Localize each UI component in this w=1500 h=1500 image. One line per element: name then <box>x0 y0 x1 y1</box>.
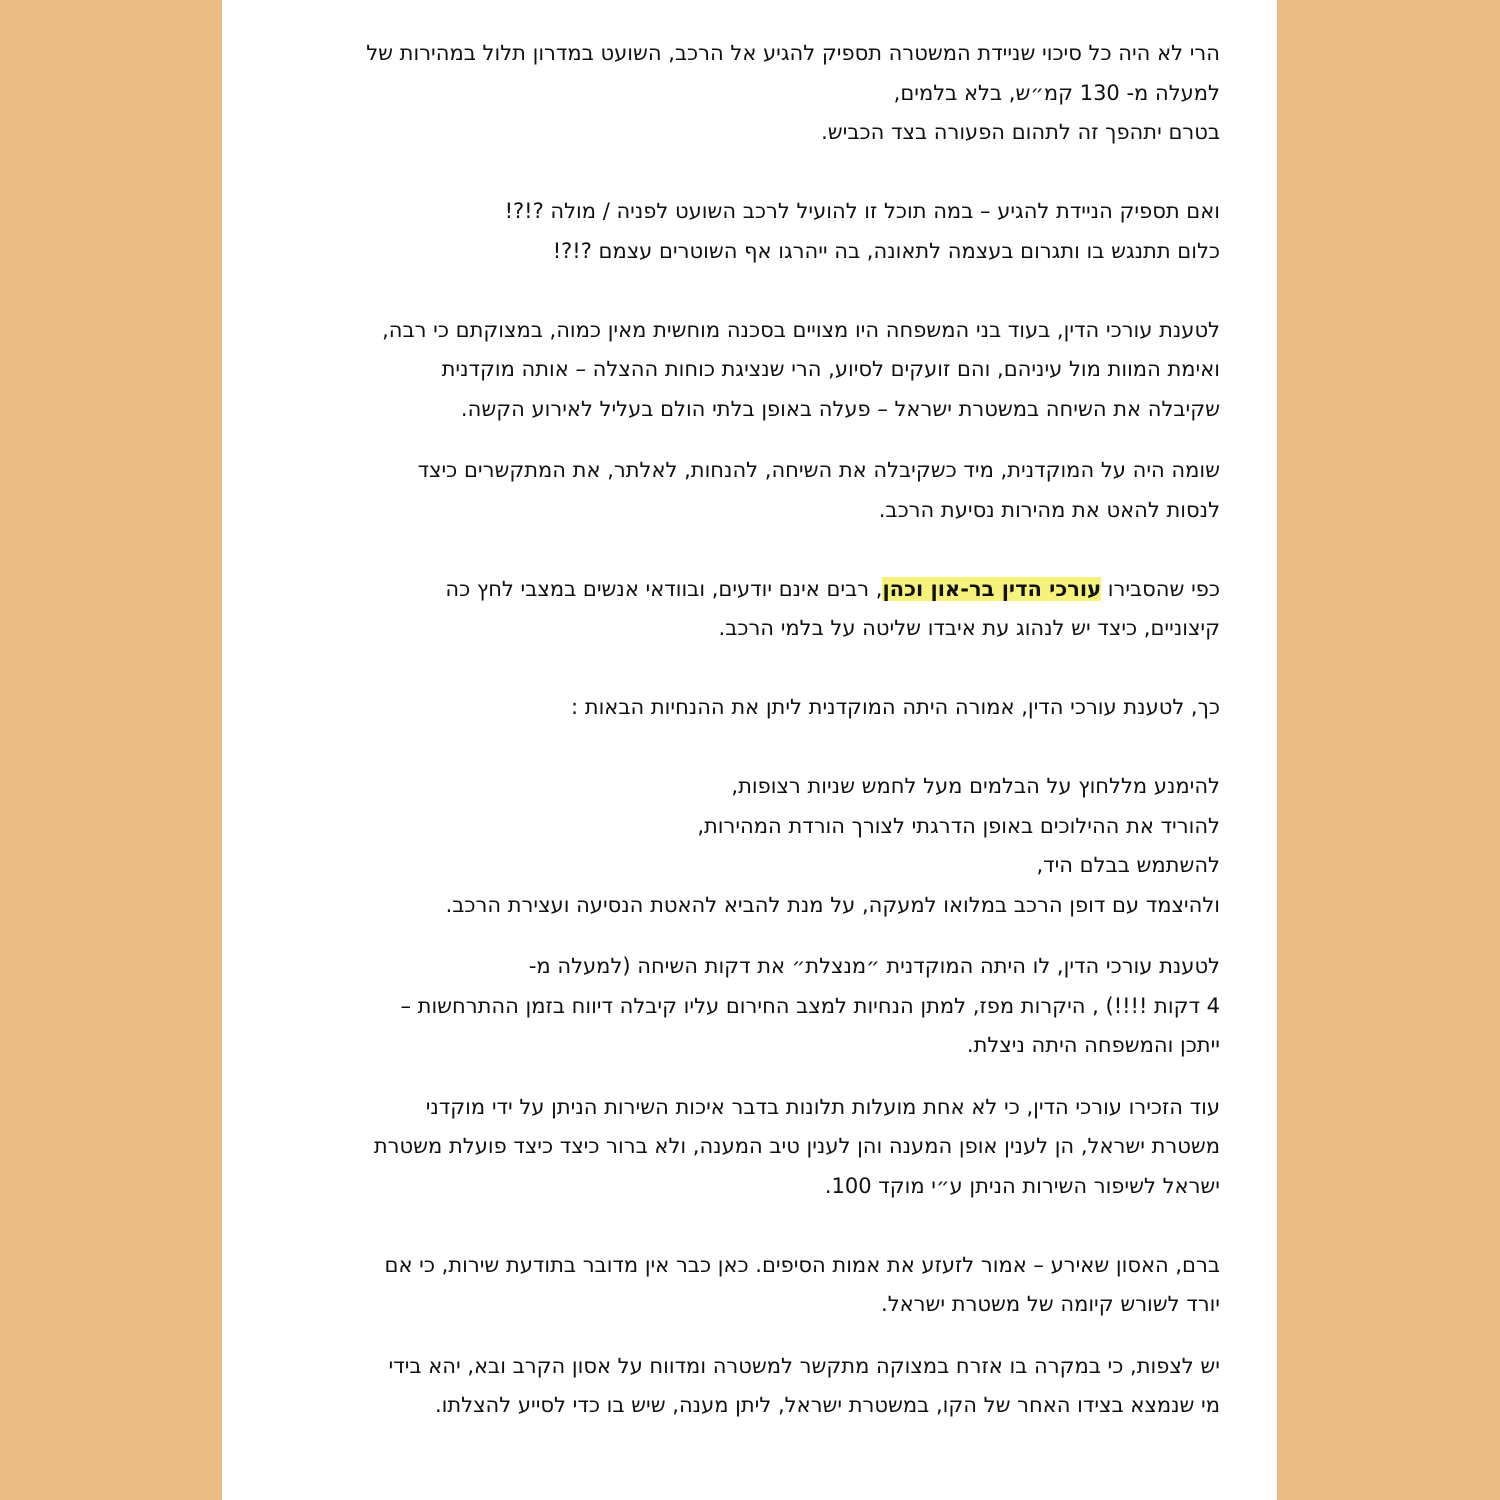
spacer <box>282 153 1220 193</box>
paragraph-5-line-1 <box>282 570 1220 610</box>
spacer <box>282 925 1220 947</box>
document-body <box>282 34 1220 1426</box>
paragraph-1-line-2: למעלה מ- 130 קמ״ש, בלא בלמים, <box>893 80 1220 105</box>
spacer <box>282 271 1220 311</box>
spacer <box>282 530 1220 570</box>
paragraph-9-line-3: ישראל לשיפור השירות הניתן ע״י מוקד 100. <box>824 1173 1220 1198</box>
paragraph-6-line-1: כך, לטענת עורכי הדין, אמורה היתה המוקדנית ליתן את ההנחיות הבאות : <box>571 695 1220 719</box>
paragraph-1-line-1: הרי לא היה כל סיכוי שניידת המשטרה תספיק להגיע אל הרכב, השועט במדרון תלול במהירות של <box>366 41 1220 65</box>
paragraph-3-line-3: שקיבלה את השיחה במשטרת ישראל – פעלה באופן בלתי הולם בעליל לאירוע הקשה. <box>460 396 1220 421</box>
document-page <box>222 0 1277 1500</box>
instruction-line-1: להימנע מללחוץ על הבלמים מעל לחמש שניות רצופות, <box>731 774 1220 798</box>
spacer <box>282 728 1220 768</box>
paragraph-8-line-3: ייתכן והמשפחה היתה ניצלת. <box>966 1033 1220 1057</box>
paragraph-2-line-1: ואם תספיק הניידת להגיע – במה תוכל זו להועיל לרכב השועט לפניה / מולה ?!?! <box>504 199 1220 223</box>
paragraph-1-line-3: בטרם יתהפך זה לתהום הפעורה בצד הכביש. <box>821 120 1220 144</box>
instruction-line-4: ולהיצמד עם דופן הרכב במלואו למעקה, על מנת להביא להאטת הנסיעה ועצירת הרכב. <box>445 892 1220 917</box>
paragraph-3-line-1: לטענת עורכי הדין, בעוד בני המשפחה היו מצויים בסכנה מוחשית מאין כמוה, במצוקתם כי רבה, <box>382 317 1220 342</box>
paragraph-10-line-2: יורד לשורש קיומה של משטרת ישראל. <box>881 1292 1220 1316</box>
spacer <box>282 1066 1220 1088</box>
paragraph-4-line-2: לנסות להאט את מהירות נסיעת הרכב. <box>878 497 1220 522</box>
paragraph-5-line-2: קיצוניים, כיצד יש לנהוג עת איבדו שליטה על בלמי הרכב. <box>718 616 1220 640</box>
spacer <box>282 1206 1220 1246</box>
paragraph-5-text-before: כפי שהסבירו <box>1101 576 1220 601</box>
paragraph-4-line-1: שומה היה על המוקדנית, מיד כשקיבלה את השיחה, להנחות, לאלתר, את המתקשרים כיצד <box>417 458 1220 482</box>
paragraph-11-line-1: יש לצפות, כי במקרה בו אזרח במצוקה מתקשר למשטרה ומדווח על אסון הקרב ובא, יהא בידי <box>388 1353 1220 1378</box>
paragraph-8-line-1: לטענת עורכי הדין, לו היתה המוקדנית ״מנצלת״ את דקות השיחה (למעלה מ- <box>528 954 1220 978</box>
instruction-line-3: להשתמש בבלם היד, <box>1036 853 1220 877</box>
paragraph-10-line-1: ברם, האסון שאירע – אמור לזעזע את אמות הסיפים. כאן כבר אין מדובר בתודעת שירות, כי אם <box>384 1252 1220 1277</box>
paragraph-3-line-2: ואימת המוות מול עיניהם, והם זועקים לסיוע, הרי שנציגת כוחות ההצלה – אותה מוקדנית <box>441 357 1220 381</box>
paragraph-9-line-2: משטרת ישראל, הן לענין אופן המענה והן לענין טיב המענה, ולא ברור כיצד כיצד פועלת משטרת <box>373 1134 1220 1158</box>
spacer <box>282 429 1220 451</box>
instruction-line-2: להוריד את ההילוכים באופן הדרגתי לצורך הורדת המהירות, <box>697 813 1220 838</box>
paragraph-5-text-after: , רבים אינם יודעים, ובוודאי אנשים במצבי לחץ כה <box>445 576 883 601</box>
paragraph-2-line-2: כלום תתנגש בו ותגרום בעצמה לתאונה, בה ייהרגו אף השוטרים עצמם ?!?! <box>552 238 1220 263</box>
paragraph-9-line-1: עוד הזכירו עורכי הדין, כי לא אחת מועלות תלונות בדבר איכות השירות הניתן על ידי מוקדני <box>425 1094 1220 1119</box>
highlighted-lawyers-names: עורכי הדין בר-און וכהן <box>882 576 1102 601</box>
paragraph-11-line-2: מי שנמצא בצידו האחר של הקו, במשטרת ישראל, ליתן מענה, שיש בו כדי לסייע להצלתו. <box>434 1393 1220 1417</box>
spacer <box>282 1325 1220 1347</box>
spacer <box>282 649 1220 689</box>
paragraph-8-line-2: 4 דקות !!!!) , היקרות מפז, למתן הנחיות למצב החירום עליו קיבלה דיווח בזמן ההתרחשות – <box>400 993 1220 1018</box>
